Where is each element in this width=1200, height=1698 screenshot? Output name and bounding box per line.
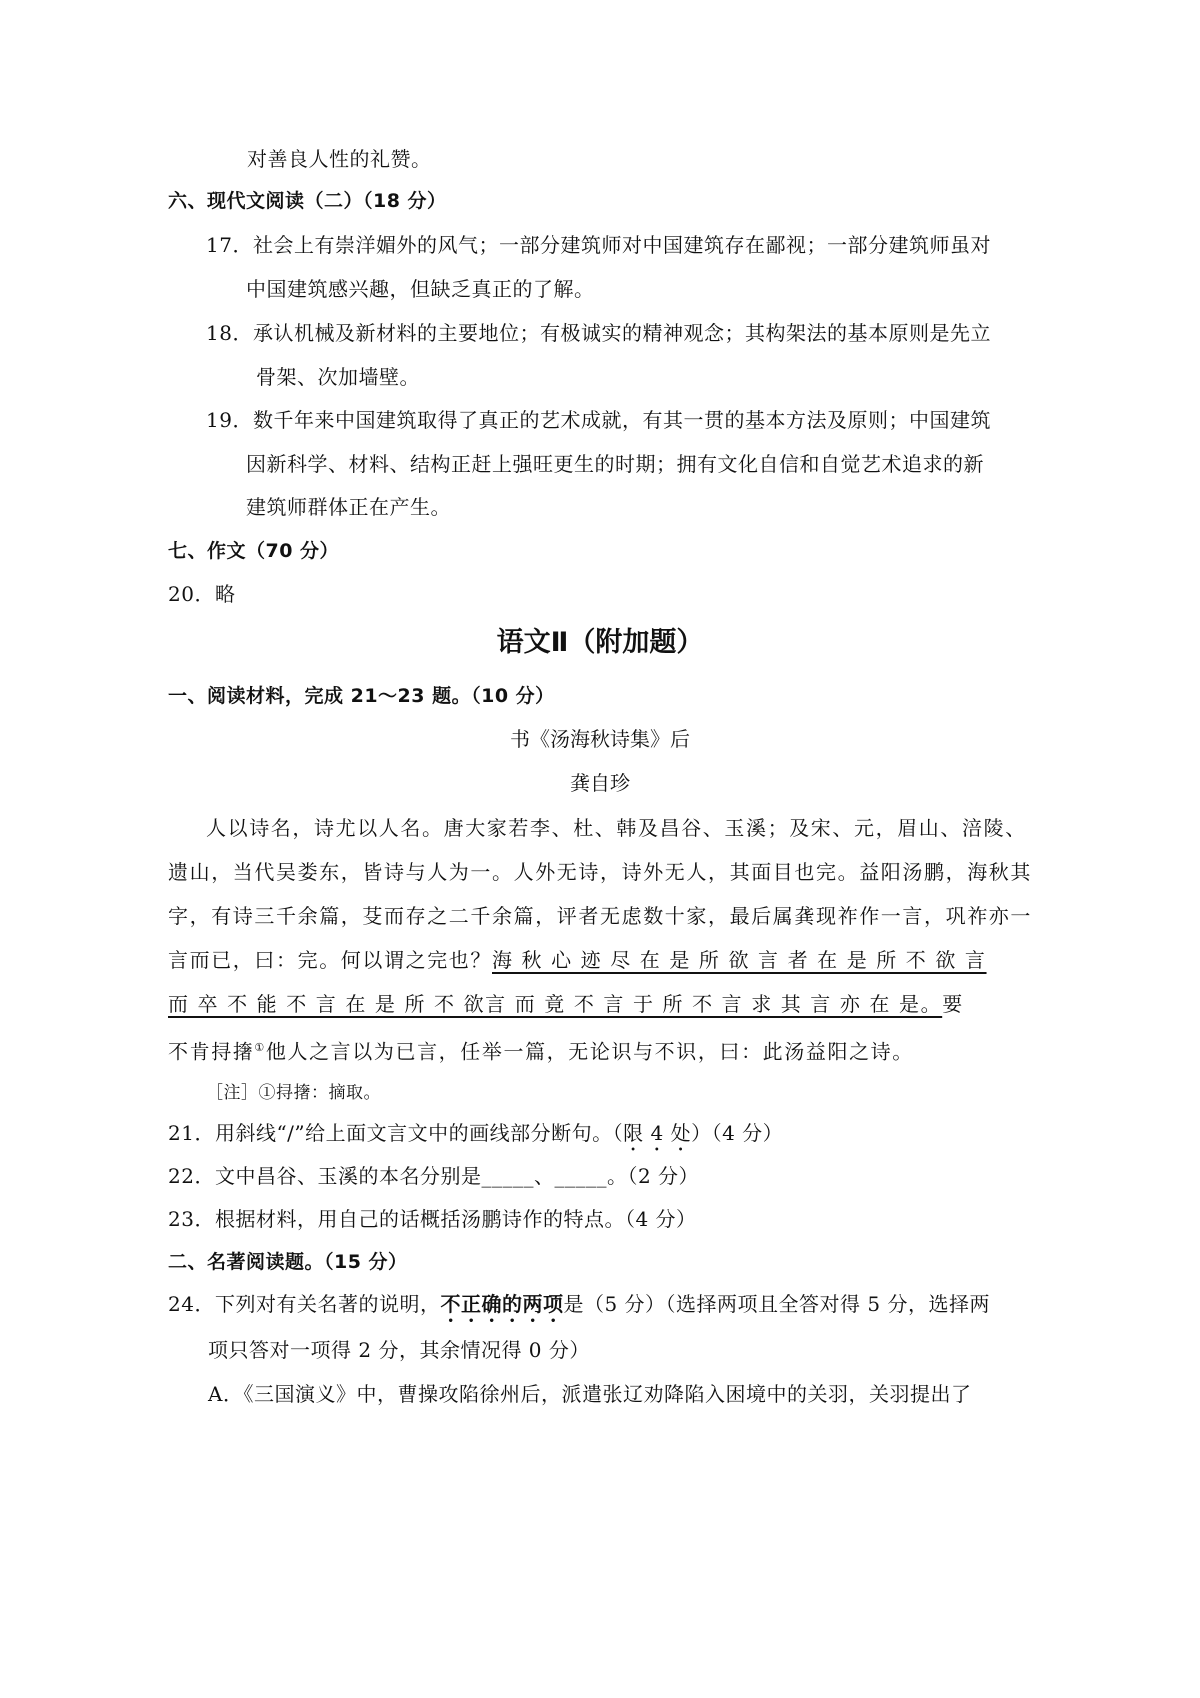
classical-text-line: 人以诗名，诗尤以人名。唐大家若李、杜、韩及昌谷、玉溪；及宋、元，眉山、涪陵、 (206, 816, 1027, 840)
answer-19-line-3: 建筑师群体正在产生。 (246, 495, 451, 519)
question-text: ）（4 分） (691, 1121, 784, 1145)
option-a: A．《三国演义》中，曹操攻陷徐州后，派遣张辽劝降陷入困境中的关羽，关羽提出了 (208, 1382, 972, 1406)
footnote: ［注］①挦撦：摘取。 (206, 1083, 381, 1103)
question-text: 24．下列对有关名著的说明， (168, 1292, 441, 1316)
answer-19-line-2: 因新科学、材料、结构正赶上强旺更生的时期；拥有文化自信和自觉艺术追求的新 (246, 452, 984, 476)
section-heading-6: 六、现代文阅读（二）（18 分） (168, 190, 447, 212)
classical-text-line (168, 991, 964, 1017)
classical-text-plain: 要 (942, 992, 964, 1016)
section-heading-1: 一、阅读材料，完成 21～23 题。（10 分） (168, 685, 555, 707)
section-heading-2: 二、名著阅读题。（15 分） (168, 1251, 408, 1273)
answer-19-line-1: 19．数千年来中国建筑取得了真正的艺术成就，有其一贯的基本方法及原则；中国建筑 (206, 408, 991, 432)
footnote-marker: ① (254, 1041, 266, 1054)
answer-20: 20．略 (168, 582, 236, 606)
underlined-passage: 海 秋 心 迹 尽 在 是 所 欲 言 者 在 是 所 不 欲 言 (492, 948, 987, 972)
answer-17-line-2: 中国建筑感兴趣，但缺乏真正的了解。 (246, 277, 595, 301)
classical-text-plain: 言而已，曰：完。何以谓之完也？ (168, 948, 492, 972)
classical-text-line: 字，有诗三千余篇，芟而存之二千余篇，评者无虑数十家，最后属龚现祚作一言，巩祚亦一 (168, 904, 1032, 928)
answer-17-line-1: 17．社会上有崇洋媚外的风气；一部分建筑师对中国建筑存在鄙视；一部分建筑师虽对 (206, 233, 991, 257)
question-23: 23．根据材料，用自己的话概括汤鹏诗作的特点。（4 分） (168, 1207, 697, 1231)
answer-18-line-1: 18．承认机械及新材料的主要地位；有极诚实的精神观念；其构架法的基本原则是先立 (206, 321, 991, 345)
question-text: 21．用斜线“/”给上面文言文中的画线部分断句。（ (168, 1121, 624, 1145)
emphasis-text: 限 4 处 (623, 1121, 692, 1145)
underlined-passage: 而 卒 不 能 不 言 在 是 所 不 欲言 而 竟 不 言 于 所 不 言 求 其 言 亦 在 是。 (168, 992, 943, 1016)
question-21 (168, 1120, 783, 1156)
question-24-line-2: 项只答对一项得 2 分，其余情况得 0 分） (208, 1338, 590, 1362)
classical-text-line (168, 947, 987, 973)
author-name: 龚自珍 (570, 771, 630, 795)
question-24-line-1 (168, 1291, 990, 1327)
emphasis-text: 不正确的两项 (440, 1292, 564, 1316)
classical-text-line: 遗山，当代吴娄东，皆诗与人为一。人外无诗，诗外无人，其面目也完。益阳汤鹏，海秋其 (168, 860, 1032, 884)
question-text: 是（5 分）（选择两项且全答对得 5 分，选择两 (563, 1292, 990, 1316)
answer-18-line-2: 骨架、次加墙壁。 (256, 365, 420, 389)
question-22: 22．文中昌谷、玉溪的本名分别是_____、_____。（2 分） (168, 1164, 700, 1188)
poem-collection-title: 书《汤海秋诗集》后 (510, 727, 690, 751)
classical-text-plain: 不肯挦撦 (168, 1039, 255, 1064)
classical-text-line (168, 1035, 914, 1065)
section-heading-7: 七、作文（70 分） (168, 540, 340, 562)
page-title: 语文Ⅱ（附加题） (496, 627, 704, 658)
classical-text-plain: 他人之言以为已言，任举一篇，无论识与不识，曰：此汤益阳之诗。 (265, 1039, 914, 1064)
text-line: 对善良人性的礼赞。 (247, 147, 432, 171)
